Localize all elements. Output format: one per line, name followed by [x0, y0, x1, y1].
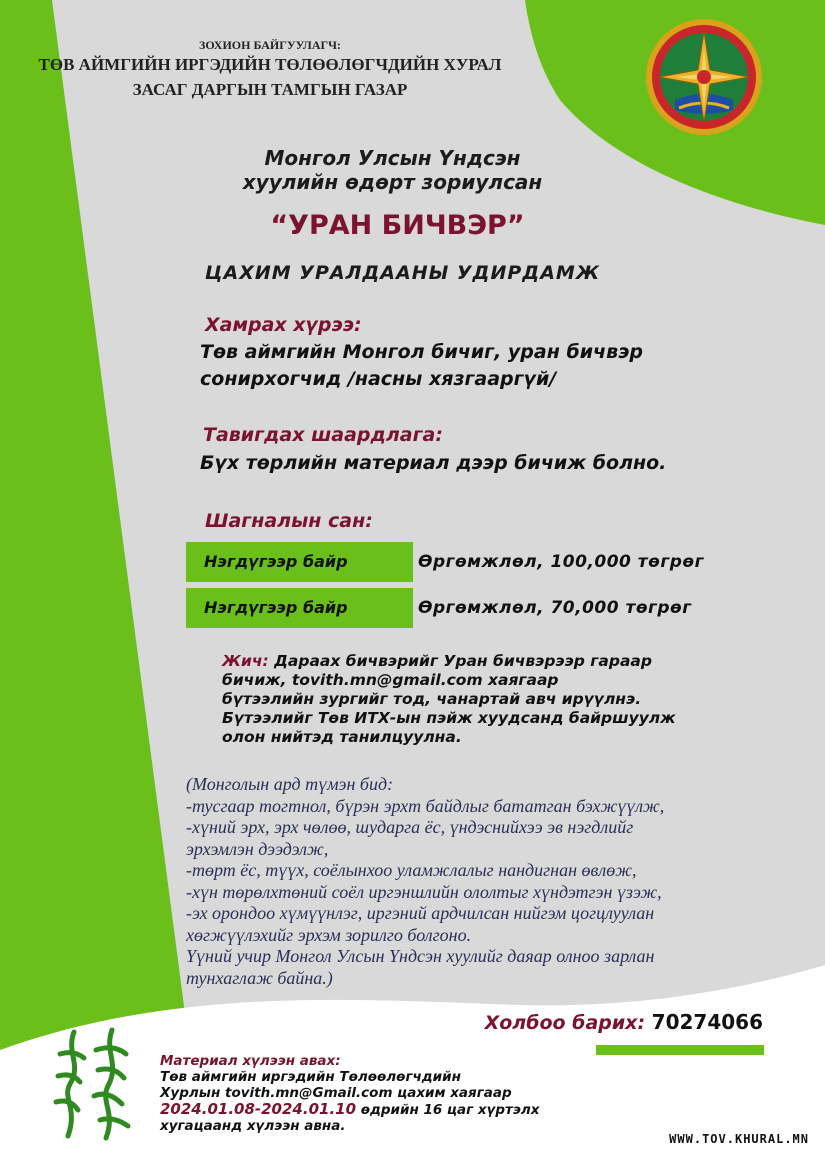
prize-place: Нэгдүгээр байр [186, 542, 413, 582]
preamble-line: -төрт ёс, түүх, соёлынхоо уламжлалыг нандигнан өвлөж, [186, 860, 637, 880]
preamble-line: эрхэмлэн дээдэлж, [186, 838, 329, 859]
note-line1: Дараах бичвэрийг Уран бичвэрээр гараар [274, 652, 652, 670]
preamble-line: (Монголын ард түмэн бид: [186, 774, 394, 794]
submission-line4: хугацаанд хүлээн авна. [160, 1118, 346, 1134]
prize-reward: Өргөмжлөл, 100,000 төгрөг [418, 552, 704, 572]
submission-dates: 2024.01.08-2024.01.10 [160, 1100, 357, 1118]
preamble-line: тунхаглаж байна.) [186, 967, 333, 988]
prize-row [186, 588, 766, 628]
contact-label: Холбоо барих: [484, 1012, 646, 1034]
subtitle: ЦАХИМ УРАЛДААНЫ УДИРДАМЖ [204, 262, 601, 284]
prize-reward: Өргөмжлөл, 70,000 төгрөг [418, 598, 692, 618]
note-label: Жич: [222, 652, 269, 670]
prize-place: Нэгдүгээр байр [186, 588, 413, 628]
constitution-preamble [186, 774, 664, 989]
dedication-line1: Монгол Улсын Үндсэн [264, 146, 521, 170]
submission-heading: Материал хүлээн авах: [160, 1053, 341, 1069]
submission-line2: Хурлын tovith.mn@Gmail.com цахим хаягаар [160, 1085, 512, 1101]
prizes-heading: Шагналын сан: [205, 510, 373, 532]
note-block [222, 652, 676, 747]
submission-block [160, 1053, 539, 1134]
note-line4: Бүтээлийг Төв ИТХ-ын пэйж хуудсанд байршуулж [222, 709, 676, 727]
organizer-line1: ТӨВ АЙМГИЙН ИРГЭДИЙН ТӨЛӨӨЛӨГЧДИЙН ХУРАЛ [38, 55, 502, 74]
mongol-script-calligraphy-icon [44, 1024, 144, 1144]
tov-aimag-emblem-icon [645, 18, 763, 136]
preamble-line: -эх орондоо хүмүүнлэг, иргэний ардчилсан нийгэм цогцлуулан [186, 903, 655, 923]
preamble-line: -хүний эрх, эрх чөлөө, шударга ёс, үндэснийхээ эв нэгдлийг [186, 817, 634, 837]
requirement-text: Бүх төрлийн материал дээр бичиж болно. [200, 452, 667, 474]
contact-phone[interactable]: 70274066 [651, 1010, 763, 1034]
scope-heading: Хамрах хүрээ: [205, 314, 362, 336]
submission-line1: Төв аймгийн иргэдийн Төлөөлөгчдийн [160, 1069, 461, 1085]
note-line3: бүтээлийн зургийг тод, чанартай авч ирүүлнэ. [222, 690, 642, 708]
preamble-line: -тусгаар тогтнол, бүрэн эрхт байдлыг бататган бэхжүүлж, [186, 795, 665, 816]
prize-row [186, 542, 766, 582]
requirement-heading: Тавигдах шаардлага: [203, 424, 443, 446]
scope-line1: Төв аймгийн Монгол бичиг, уран бичвэр [200, 341, 643, 363]
preamble-line: -хүн төрөлхтөний соёл иргэншлийн ололтыг хүндэтгэн үзэж, [186, 881, 662, 902]
submission-line3: өдрийн 16 цаг хүртэлх [356, 1102, 540, 1118]
note-line2: бичиж, tovith.mn@gmail.com хаягаар [222, 671, 559, 689]
note-line5: олон нийтэд танилцуулна. [222, 728, 462, 746]
dedication-line2: хуулийн өдөрт зориулсан [242, 170, 543, 194]
preamble-line: Үүний учир Монгол Улсын Үндсэн хуулийг даяар олноо зарлан [186, 946, 655, 966]
preamble-line: хөгжүүлэхийг эрхэм зорилго болгоно. [186, 924, 472, 945]
website-link[interactable]: WWW.TOV.KHURAL.MN [669, 1132, 809, 1146]
scope-line2: сонирхогчид /насны хязгааргүй/ [200, 368, 557, 390]
title: “УРАН БИЧВЭР” [270, 210, 525, 241]
contact-underline-bar [596, 1045, 764, 1055]
contact [485, 1010, 763, 1034]
organizer-line2: ЗАСАГ ДАРГЫН ТАМГЫН ГАЗАР [132, 80, 408, 99]
organizer-label: ЗОХИОН БАЙГУУЛАГЧ: [199, 38, 341, 52]
